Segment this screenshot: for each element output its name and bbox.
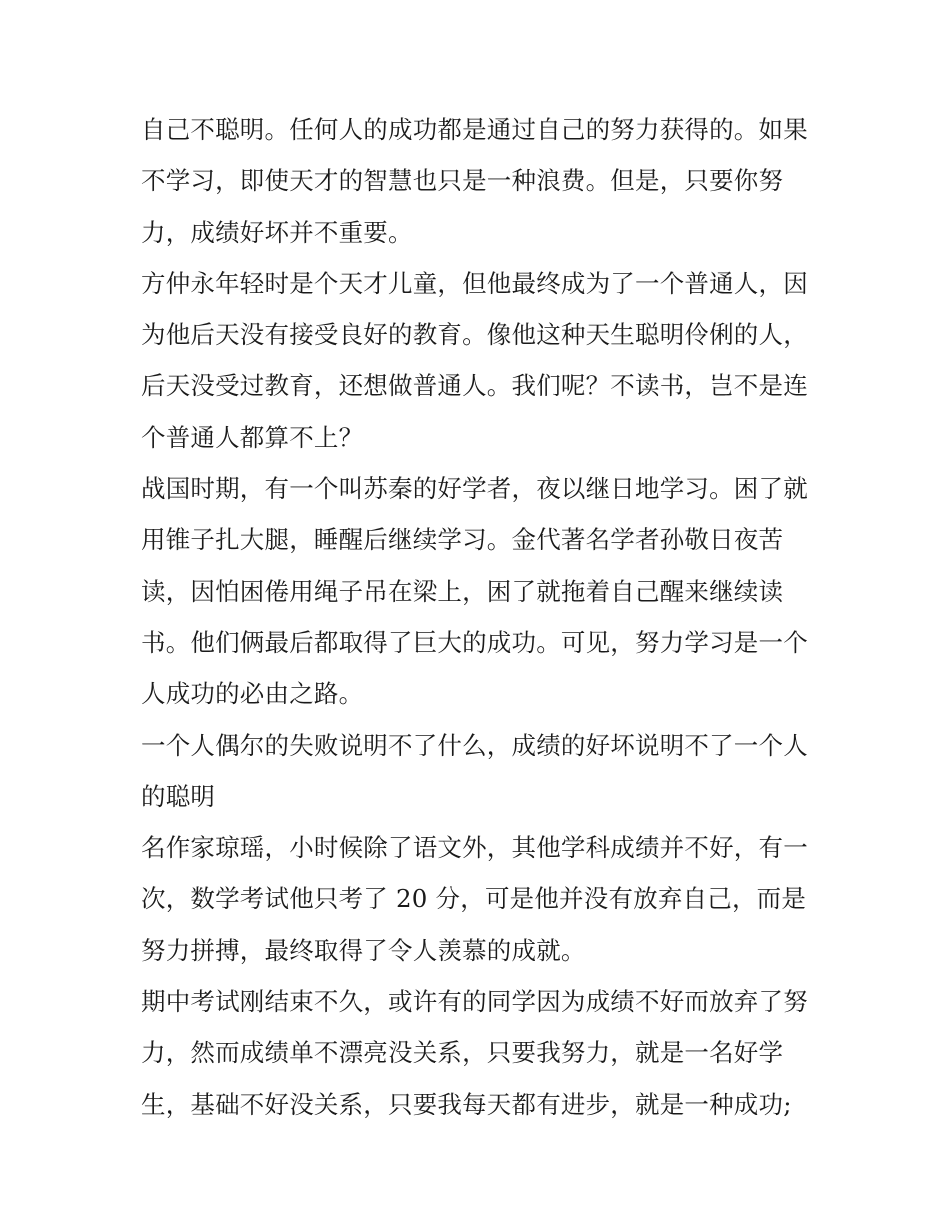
text-line: 的聪明 xyxy=(141,781,216,811)
text-line: 用锥子扎大腿，睡醒后继续学习。金代著名学者孙敬日夜苦 xyxy=(141,525,784,555)
text-line: 读，因怕困倦用绳子吊在梁上，困了就拖着自己醒来继续读 xyxy=(141,576,784,606)
text-line: 为他后天没有接受良好的教育。像他这种天生聪明伶俐的人， xyxy=(141,320,808,350)
text-line: 次，数学考试他只考了 20 分，可是他并没有放弃自己，而是 xyxy=(141,884,807,914)
text-line: 人成功的必由之路。 xyxy=(141,679,364,709)
text-line: 书。他们俩最后都取得了巨大的成功。可见，努力学习是一个 xyxy=(141,627,808,657)
text-line: 战国时期，有一个叫苏秦的好学者，夜以继日地学习。困了就 xyxy=(141,474,808,504)
text-line: 个普通人都算不上？ xyxy=(141,422,364,452)
text-line: 力，成绩好坏并不重要。 xyxy=(141,217,413,247)
text-line: 一个人偶尔的失败说明不了什么，成绩的好坏说明不了一个人 xyxy=(141,730,808,760)
text-line: 生，基础不好没关系，只要我每天都有进步，就是一种成功; xyxy=(141,1089,792,1119)
text-line: 期中考试刚结束不久，或许有的同学因为成绩不好而放弃了努 xyxy=(141,987,808,1017)
document-body xyxy=(141,104,813,1130)
text-line: 后天没受过教育，还想做普通人。我们呢？不读书，岂不是连 xyxy=(141,371,808,401)
text-line: 努力拼搏，最终取得了令人羡慕的成就。 xyxy=(141,935,586,965)
text-line: 名作家琼瑶，小时候除了语文外，其他学科成绩并不好，有一 xyxy=(141,833,808,863)
text-line: 方仲永年轻时是个天才儿童，但他最终成为了一个普通人，因 xyxy=(141,268,808,298)
text-line: 不学习，即使天才的智慧也只是一种浪费。但是，只要你努 xyxy=(141,166,784,196)
text-line: 自己不聪明。任何人的成功都是通过自己的努力获得的。如果 xyxy=(141,115,808,144)
text-line: 力，然而成绩单不漂亮没关系，只要我努力，就是一名好学 xyxy=(141,1038,784,1068)
